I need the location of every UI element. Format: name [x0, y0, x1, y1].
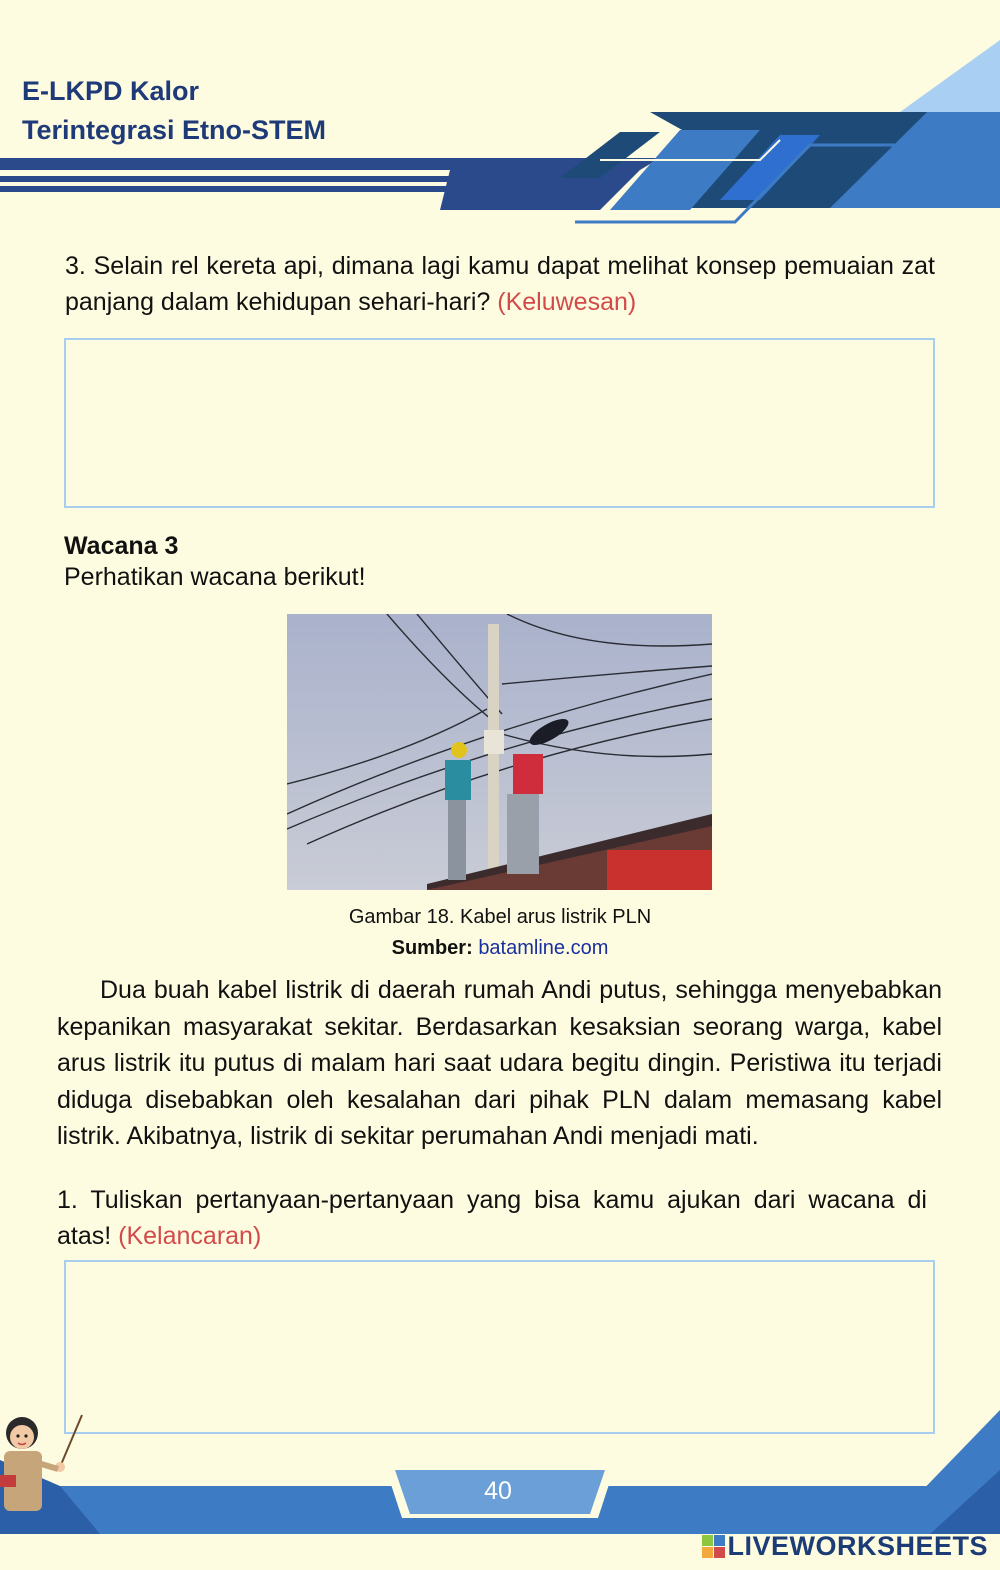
figure-caption-block: [0, 902, 1000, 964]
figure-caption: Gambar 18. Kabel arus listrik PLN: [348, 906, 652, 928]
question-3-text: 3. Selain rel kereta api, dimana lagi kamu dapat melihat konsep pemuaian zat panjang dalam kehidupan sehari-hari?: [65, 252, 935, 316]
page-header-title: [22, 72, 326, 150]
page-number: 40: [484, 1477, 512, 1505]
question-3: [65, 248, 935, 320]
liveworksheets-brand[interactable]: [702, 1531, 988, 1562]
question-3-tag: (Keluwesan): [497, 288, 637, 316]
header-title-line2: Terintegrasi Etno-STEM: [22, 115, 327, 145]
wacana-intro: Perhatikan wacana berikut!: [64, 563, 366, 591]
teacher-illustration: [0, 1405, 90, 1530]
question-1-text: 1. Tuliskan pertanyaan-pertanyaan yang bisa kamu ajukan dari wacana di atas!: [57, 1186, 927, 1250]
pln-cable-photo: [287, 614, 712, 890]
header-title-line1: E-LKPD Kalor: [22, 76, 200, 106]
question-1: [57, 1182, 927, 1254]
question-1-tag: (Kelancaran): [118, 1222, 262, 1250]
liveworksheets-logo-icon: [702, 1535, 725, 1558]
wacana-passage: Dua buah kabel listrik di daerah rumah Andi putus, sehingga menyebabkan kepanikan masyarakat sekitar. Berdasarkan kesaksian seorang warga, kabel arus listrik itu putus di malam hari saat udara begitu dingin. Peristiwa itu terjadi diduga disebabkan oleh kesalahan dari pihak PLN dalam memasang kabel listrik. Akibatnya, listrik di sekitar perumahan Andi menjadi mati.: [57, 976, 942, 1150]
figure-source-label: Sumber:: [391, 937, 473, 959]
figure-source-link[interactable]: batamline.com: [478, 937, 609, 959]
answer-box-question-3[interactable]: [64, 338, 935, 508]
figure-source: [0, 933, 1000, 964]
liveworksheets-brand-text: LIVEWORKSHEETS: [727, 1531, 988, 1561]
wacana-heading: Wacana 3: [64, 532, 179, 560]
